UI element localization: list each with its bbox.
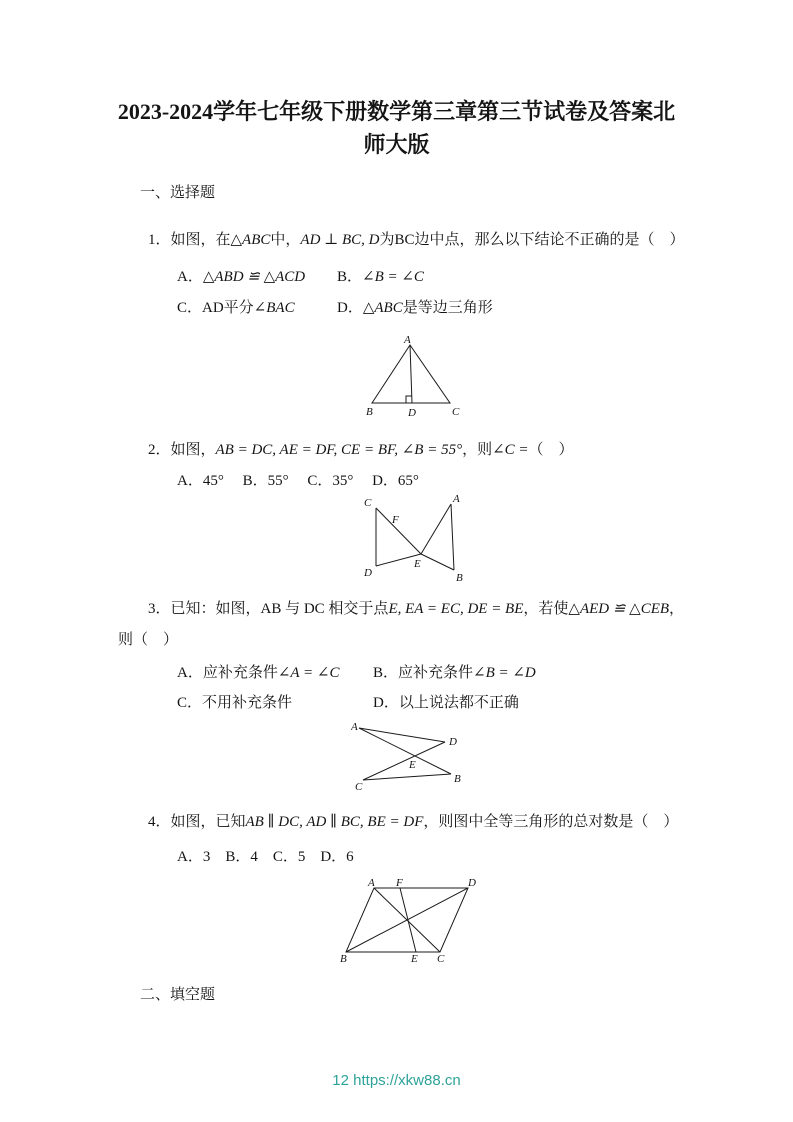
point-label-a: A xyxy=(453,494,460,505)
text-segment: （ ） xyxy=(528,442,574,458)
q1-option-c xyxy=(177,298,337,319)
text-segment: 为BC边中点，那么以下结论不正确的是（ ） xyxy=(379,232,685,248)
q4-options-line xyxy=(177,847,793,868)
q1-option-a xyxy=(177,267,337,288)
point-label-d: D xyxy=(468,878,476,889)
point-label-d: D xyxy=(364,567,372,579)
altitude-ad-line xyxy=(410,345,412,403)
point-label-c: C xyxy=(355,781,363,792)
text-segment: A．3 B．4 C．5 D．6 xyxy=(177,849,354,865)
math-text-segment: AB ∥ DC, AD ∥ BC, BE = DF xyxy=(245,814,424,830)
q3-option-d xyxy=(373,693,519,714)
q1-options-row1 xyxy=(177,267,793,288)
text-segment: ，若使 xyxy=(523,601,569,617)
point-label-c: C xyxy=(437,953,445,963)
q3-options-row1 xyxy=(177,663,793,684)
section-heading-blank: 二、填空题 xyxy=(140,987,216,1003)
diagonal-bd xyxy=(346,888,468,952)
page-footer: 12 https://xkw88.cn xyxy=(332,1072,461,1089)
math-text-segment: △ABC xyxy=(362,300,403,316)
point-label-b: B xyxy=(456,572,463,582)
math-text-segment: △ABC xyxy=(230,232,271,248)
point-label-c: C xyxy=(364,497,372,509)
text-segment: A．45° B．55° C．35° D．65° xyxy=(177,473,419,489)
point-label-a: A xyxy=(368,878,375,889)
point-label-a: A xyxy=(351,721,358,733)
document-title: 2023-2024学年七年级下册数学第三章第三节试卷及答案北师大版 xyxy=(117,99,676,157)
text-segment: A．应补充条件 xyxy=(177,665,278,681)
math-text-segment: △AED ≌ △CEB xyxy=(568,601,670,617)
math-text-segment: ∠B = ∠C xyxy=(362,269,424,285)
point-label-c: C xyxy=(452,406,460,418)
segment-ab xyxy=(451,504,454,570)
q3-option-b xyxy=(373,663,536,684)
point-label-f: F xyxy=(392,514,399,526)
q3-option-c xyxy=(177,693,373,714)
q4-figure-parallelogram xyxy=(340,878,485,963)
q3-option-a xyxy=(177,663,373,684)
point-label-d: D xyxy=(449,736,457,748)
point-label-e: E xyxy=(411,953,418,963)
math-text-segment: AD ⊥ BC, D xyxy=(300,232,380,248)
q3-options-row2 xyxy=(177,693,793,714)
segment-ab xyxy=(359,728,451,774)
text-segment: C．AD平分 xyxy=(177,300,254,316)
segment-cb xyxy=(363,774,451,780)
point-label-b: B xyxy=(340,953,347,963)
math-text-segment: ∠B = ∠D xyxy=(473,665,536,681)
text-segment: 2．如图， xyxy=(148,442,216,458)
text-segment: 3．已知：如图，AB 与 DC 相交于点 xyxy=(148,601,389,617)
point-label-b: B xyxy=(366,406,373,418)
q2-options-line xyxy=(177,471,793,492)
right-angle-mark xyxy=(406,396,412,403)
section-heading-choice: 一、选择题 xyxy=(140,185,216,201)
text-segment: B．应补充条件 xyxy=(373,665,474,681)
q2-figure-two-triangles xyxy=(363,494,468,582)
math-text-segment: ∠BAC xyxy=(253,300,295,316)
text-segment: D．以上说法都不正确 xyxy=(373,695,519,711)
math-text-segment: ∠C = xyxy=(492,442,529,458)
q1-stem xyxy=(148,230,793,251)
q3-figure-crossing-segments xyxy=(351,720,466,792)
text-segment: 4．如图，已知 xyxy=(148,814,246,830)
text-segment: ，则图中全等三角形的总对数是（ ） xyxy=(423,814,679,830)
text-segment: B． xyxy=(337,269,363,285)
text-segment: 则（ ） xyxy=(118,632,179,648)
text-segment: 是等边三角形 xyxy=(402,300,493,316)
text-segment: ， xyxy=(669,601,685,617)
q1-option-b xyxy=(337,267,424,288)
text-segment: 中， xyxy=(270,232,301,248)
point-label-b: B xyxy=(454,773,461,785)
q3-stem-line2 xyxy=(118,630,793,651)
text-segment: 1．如图，在 xyxy=(148,232,231,248)
math-text-segment: △ABD ≌ △ACD xyxy=(202,269,306,285)
q1-option-d xyxy=(337,298,493,319)
segment-eb xyxy=(421,554,454,570)
q2-stem xyxy=(148,440,793,461)
text-segment: ，则 xyxy=(462,442,493,458)
math-text-segment: AB = DC, AE = DF, CE = BF, ∠B = 55° xyxy=(215,442,463,458)
text-segment: C．不用补充条件 xyxy=(177,695,293,711)
q4-stem xyxy=(148,812,793,833)
q3-stem xyxy=(148,599,793,620)
point-label-d: D xyxy=(408,407,416,419)
segment-ae xyxy=(421,504,451,554)
point-label-f: F xyxy=(396,878,403,889)
point-label-e: E xyxy=(414,558,421,570)
math-text-segment: ∠A = ∠C xyxy=(277,665,340,681)
q1-options-row2 xyxy=(177,298,793,319)
math-text-segment: E, EA = EC, DE = BE xyxy=(388,601,524,617)
text-segment: A． xyxy=(177,269,203,285)
q1-figure-triangle xyxy=(366,335,461,420)
point-label-a: A xyxy=(404,335,411,346)
segment-fe xyxy=(400,888,416,952)
point-label-e: E xyxy=(409,759,416,771)
segment-cd xyxy=(363,742,445,780)
text-segment: D． xyxy=(337,300,363,316)
